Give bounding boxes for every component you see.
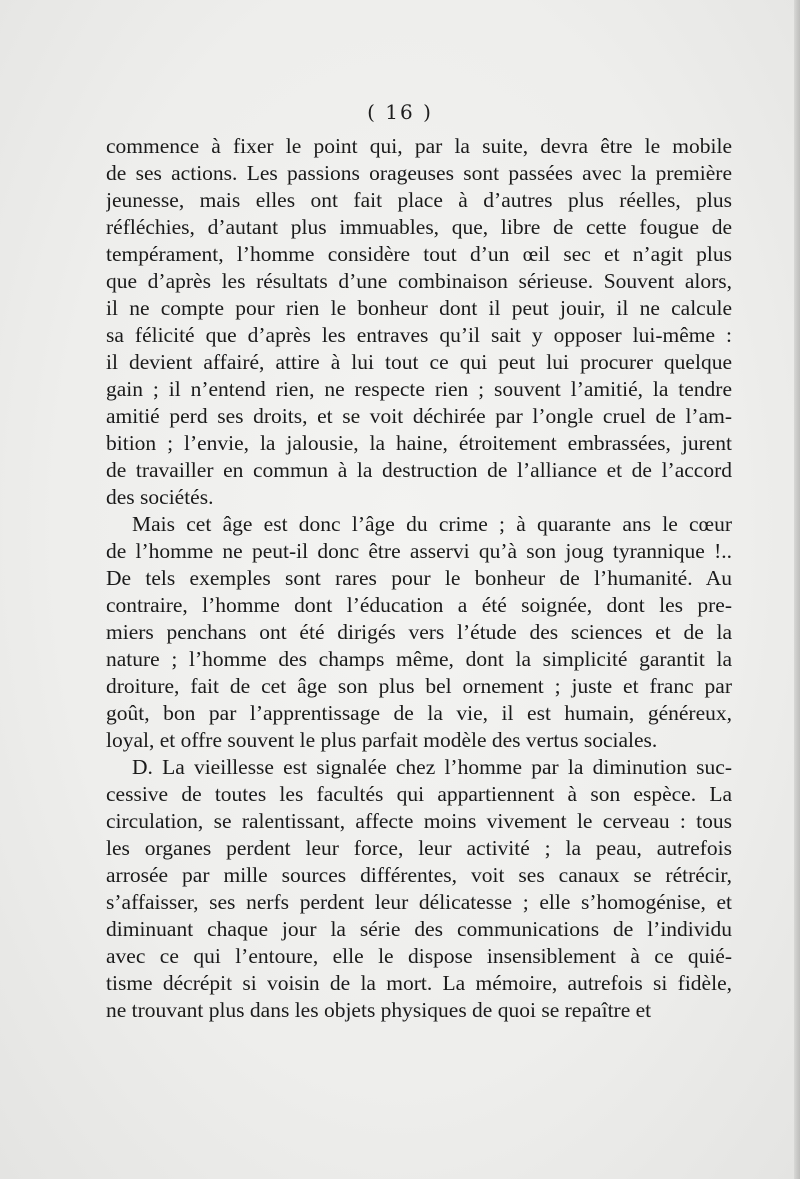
text-line: il devient affairé, attire à lui tout ce qui peut lui procurer quelque xyxy=(106,350,732,374)
text-line: cessive de toutes les facultés qui appartiennent à son espèce. La xyxy=(106,782,732,806)
text-line: jeunesse, mais elles ont fait place à d’autres plus réelles, plus xyxy=(106,188,732,212)
text-line: circulation, se ralentissant, affecte moins vivement le cerveau : tous xyxy=(106,809,732,833)
text-line: nature ; l’homme des champs même, dont la simplicité garantit la xyxy=(106,647,732,671)
text-line: de ses actions. Les passions orageuses sont passées avec la première xyxy=(106,161,732,185)
text-line: de travailler en commun à la destruction de l’alliance et de l’accord xyxy=(106,458,732,482)
paragraph xyxy=(106,754,732,1024)
text-line: De tels exemples sont rares pour le bonheur de l’humanité. Au xyxy=(106,566,732,590)
text-line: bition ; l’envie, la jalousie, la haine, étroitement embrassées, jurent xyxy=(106,431,732,455)
text-line: commence à fixer le point qui, par la suite, devra être le mobile xyxy=(106,134,732,158)
text-line: arrosée par mille sources différentes, voit ses canaux se rétrécir, xyxy=(106,863,732,887)
text-line: contraire, l’homme dont l’éducation a été soignée, dont les pre- xyxy=(106,593,732,617)
paragraph xyxy=(106,511,732,754)
text-line: s’affaisser, ses nerfs perdent leur délicatesse ; elle s’homogénise, et xyxy=(106,890,732,914)
text-line: avec ce qui l’entoure, elle le dispose insensiblement à ce quié- xyxy=(106,944,732,968)
text-line: les organes perdent leur force, leur activité ; la peau, autrefois xyxy=(106,836,732,860)
paragraph xyxy=(106,133,732,511)
text-line: D. La vieillesse est signalée chez l’homme par la diminution suc- xyxy=(132,755,732,779)
text-line: goût, bon par l’apprentissage de la vie, il est humain, généreux, xyxy=(106,701,732,725)
text-line: loyal, et offre souvent le plus parfait modèle des vertus sociales. xyxy=(106,728,658,752)
text-line: que d’après les résultats d’une combinaison sérieuse. Souvent alors, xyxy=(106,269,732,293)
text-line: tempérament, l’homme considère tout d’un œil sec et n’agit plus xyxy=(106,242,732,266)
text-line: Mais cet âge est donc l’âge du crime ; à quarante ans le cœur xyxy=(132,512,732,536)
text-line: sa félicité que d’après les entraves qu’il sait y opposer lui-même : xyxy=(106,323,732,347)
text-line: tisme décrépit si voisin de la mort. La mémoire, autrefois si fidèle, xyxy=(106,971,732,995)
text-line: amitié perd ses droits, et se voit déchirée par l’ongle cruel de l’am- xyxy=(106,404,732,428)
text-line: réfléchies, d’autant plus immuables, que, libre de cette fougue de xyxy=(106,215,732,239)
body-text xyxy=(106,133,732,1024)
text-line: il ne compte pour rien le bonheur dont il peut jouir, il ne calcule xyxy=(106,296,732,320)
page-number: ( 16 ) xyxy=(367,100,433,124)
text-line: gain ; il n’entend rien, ne respecte rien ; souvent l’amitié, la tendre xyxy=(106,377,732,401)
text-line: de l’homme ne peut-il donc être asservi qu’à son joug tyrannique !.. xyxy=(106,539,732,563)
text-line: miers penchans ont été dirigés vers l’étude des sciences et de la xyxy=(106,620,732,644)
text-line: des sociétés. xyxy=(106,485,214,509)
text-line: ne trouvant plus dans les objets physiques de quoi se repaître et xyxy=(106,998,652,1022)
text-line: droiture, fait de cet âge son plus bel ornement ; juste et franc par xyxy=(106,674,732,698)
text-line: diminuant chaque jour la série des communications de l’individu xyxy=(106,917,732,941)
